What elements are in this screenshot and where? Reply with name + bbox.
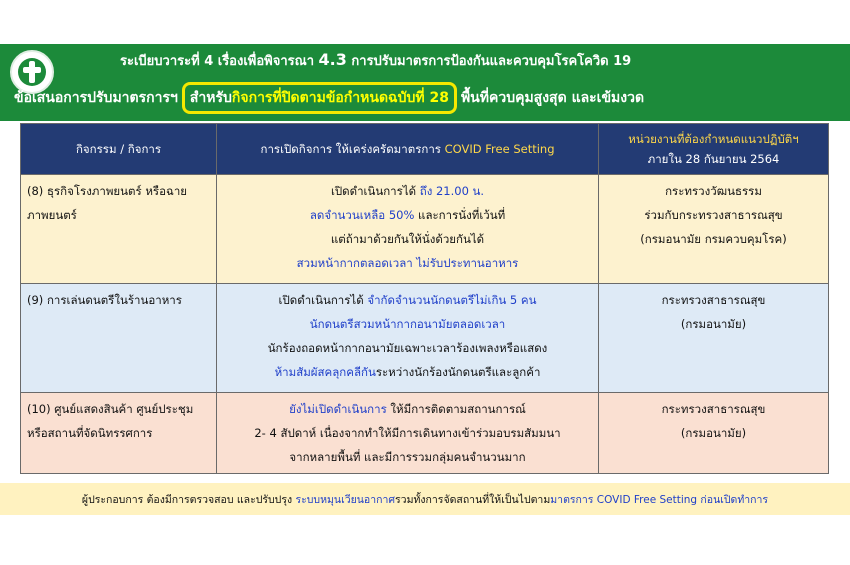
row9-line1b: จำกัดจำนวนนักดนตรีไม่เกิน 5 คน xyxy=(367,293,537,307)
row8-activity: (8) ธุรกิจโรงภาพยนตร์ หรือฉายภาพยนตร์ xyxy=(21,175,217,284)
table-row xyxy=(21,284,829,393)
row10-agency1: กระทรวงสาธารณสุข xyxy=(661,402,766,416)
row9-agency1: กระทรวงสาธารณสุข xyxy=(661,293,766,307)
table-row xyxy=(21,393,829,474)
measures-table xyxy=(20,123,829,474)
row9-measures xyxy=(217,284,599,393)
footer-part-b: ระบบหมุนเวียนอากาศ xyxy=(295,493,396,506)
row8-line2b: และการนั่งที่เว้นที่ xyxy=(414,208,506,222)
row8-line1b: ถึง 21.00 น. xyxy=(419,184,485,198)
header-covid-free: COVID Free Setting xyxy=(444,142,555,156)
proposal-highlight-box xyxy=(182,82,457,114)
row10-line1a: ยังไม่เปิดดำเนินการ xyxy=(289,402,387,416)
proposal-title xyxy=(14,82,644,114)
row9-agency xyxy=(599,284,829,393)
row8-line1a: เปิดดำเนินการได้ xyxy=(330,184,417,198)
logo-cross-horizontal xyxy=(23,67,41,73)
row8-agency xyxy=(599,175,829,284)
row10-line2: 2- 4 สัปดาห์ เนื่องจากทำให้มีการเดินทางเข้าร่วมอบรมสัมมนา xyxy=(254,426,561,440)
agenda-number: 4.3 xyxy=(318,50,347,69)
row8-measures xyxy=(217,175,599,284)
header-opening xyxy=(217,124,599,175)
row10-agency xyxy=(599,393,829,474)
row8-agency3: (กรมอนามัย กรมควบคุมโรค) xyxy=(640,232,787,246)
agenda-prefix: ระเบียบวาระที่ 4 เรื่องเพื่อพิจารณา xyxy=(120,54,314,69)
footer-part-c: รวมทั้งการจัดสถานที่ให้เป็นไปตาม xyxy=(395,493,551,506)
row9-line1a: เปิดดำเนินการได้ xyxy=(278,293,364,307)
footer-part-d: มาตรการ COVID Free Setting ก่อนเปิดทำการ xyxy=(550,493,769,506)
row10-measures xyxy=(217,393,599,474)
row9-activity: (9) การเล่นดนตรีในร้านอาหาร xyxy=(21,284,217,393)
row8-line2a: ลดจำนวนเหลือ 50% xyxy=(309,208,415,222)
row9-line3: นักร้องถอดหน้ากากอนามัยเฉพาะเวลาร้องเพลงหรือแสดง xyxy=(267,341,548,355)
row9-agency2: (กรมอนามัย) xyxy=(680,317,747,331)
row9-line4b: ระหว่างนักร้องนักดนตรีและลูกค้า xyxy=(375,365,541,379)
row10-line3: จากหลายพื้นที่ และมีการรวมกลุ่มคนจำนวนมาก xyxy=(289,450,526,464)
proposal-prefix: ข้อเสนอการปรับมาตรการฯ xyxy=(14,90,178,106)
proposal-box-businesses: กิจการที่ปิดตามข้อกำหนดฉบับที่ 28 xyxy=(231,90,449,106)
header-opening-text: การเปิดกิจการ ให้เคร่งครัดมาตรการ xyxy=(260,142,441,156)
footer-note xyxy=(0,483,850,515)
header-agency xyxy=(599,124,829,175)
row10-activity: (10) ศูนย์แสดงสินค้า ศูนย์ประชุม หรือสถานที่จัดนิทรรศการ xyxy=(21,393,217,474)
header-activity: กิจกรรม / กิจการ xyxy=(21,124,217,175)
agenda-title xyxy=(120,50,840,71)
row9-line2: นักดนตรีสวมหน้ากากอนามัยตลอดเวลา xyxy=(309,317,506,331)
proposal-box-for: สำหรับ xyxy=(189,90,232,106)
header-agency-title: หน่วยงานที่ต้องกำหนดแนวปฏิบัติฯ xyxy=(628,132,799,146)
row9-line4a: ห้ามสัมผัสคลุกคลีกัน xyxy=(274,365,376,379)
row8-agency2: ร่วมกับกระทรวงสาธารณสุข xyxy=(644,208,783,222)
proposal-suffix: พื้นที่ควบคุมสูงสุด และเข้มงวด xyxy=(460,90,645,106)
agenda-topic: การปรับมาตรการป้องกันและควบคุมโรคโควิด 19 xyxy=(351,54,632,69)
footer-part-a: ผู้ประกอบการ ต้องมีการตรวจสอบ และปรับปรุง xyxy=(81,493,293,506)
row8-line3: แต่ถ้ามาด้วยกันให้นั่งด้วยกันได้ xyxy=(330,232,485,246)
row10-line1b: ให้มีการติดตามสถานการณ์ xyxy=(386,402,526,416)
row8-line4: สวมหน้ากากตลอดเวลา ไม่รับประทานอาหาร xyxy=(296,256,519,270)
table-row xyxy=(21,175,829,284)
table-header-row xyxy=(21,124,829,175)
row8-agency1: กระทรวงวัฒนธรรม xyxy=(665,184,762,198)
header-agency-deadline: ภายใน 28 กันยายน 2564 xyxy=(647,152,780,166)
row10-agency2: (กรมอนามัย) xyxy=(680,426,747,440)
